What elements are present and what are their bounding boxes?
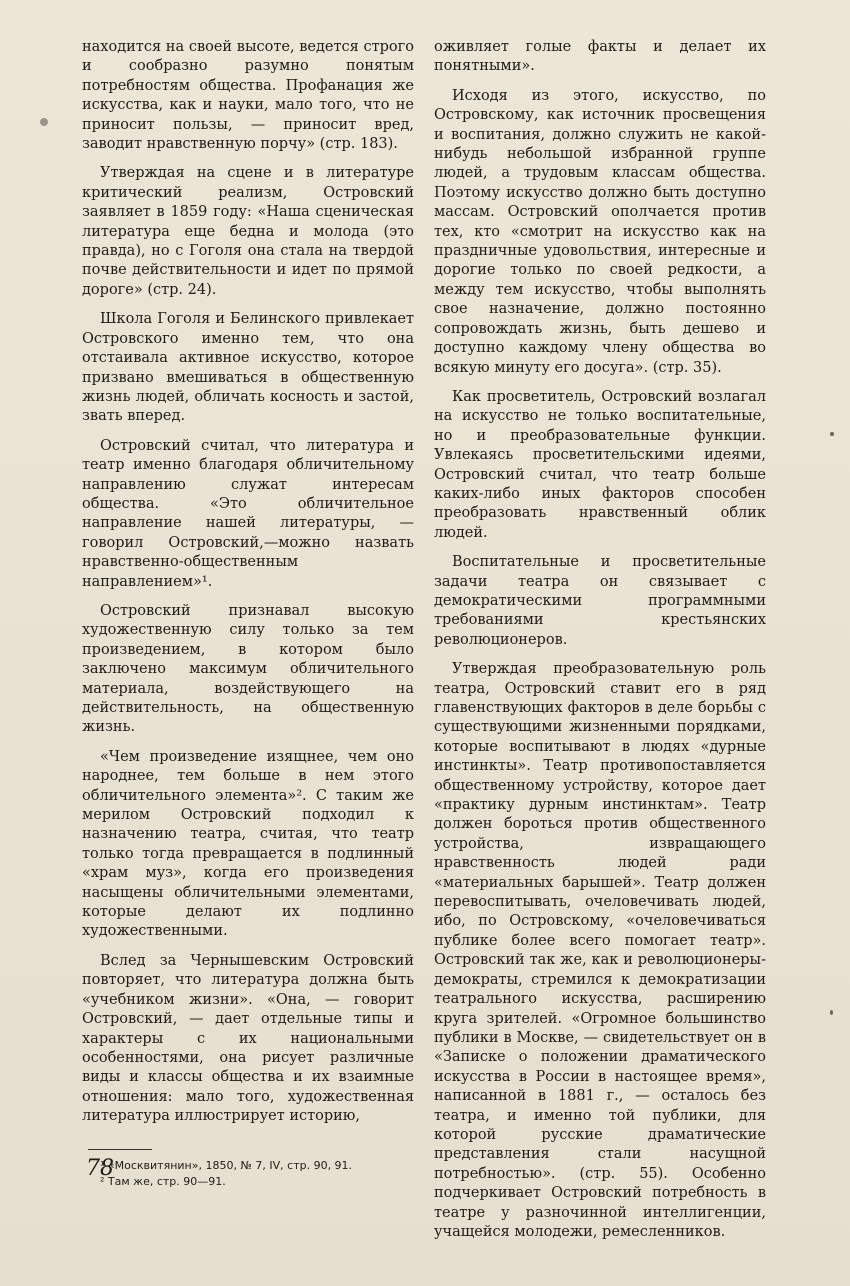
left-column [82, 38, 414, 1190]
paragraph: «Чем произведение изящнее, чем оно народнее, тем больше в нем этого обличительного элемента»². С таким же мерилом Островский подходил к назначению театра, считая, что театр только тогда превращается в подлинный «храм муз», когда его произведения насыщены обличительными элементами, которые делают их подлинно художественными. [82, 748, 414, 940]
paragraph: Исходя из этого, искусство, по Островскому, как источник просвещения и воспитания, должно служить не какой-нибудь небольшой избранной группе людей, а трудовым классам общества. Поэтому искусство должно быть доступно массам. Островский ополчается против тех, кто «смотрит на искусство как на праздничные удовольствия, интересные и дорогие только по своей редкости, а между тем искусство, чтобы выполнять свое назначение, должно постоянно сопровождать жизнь, быть дешево и доступно каждому члену общества во всякую минуту его досуга». (стр. 35). [434, 87, 766, 376]
footnote: ² Там же, стр. 90—91. [100, 1174, 226, 1188]
paragraph: Школа Гоголя и Белинского привлекает Островского именно тем, что она отстаивала активное искусство, которое призвано вмешиваться в общественную жизнь людей, обличать косность и застой, звать вперед. [82, 311, 414, 425]
paragraph: Воспитательные и просветительные задачи театра он связывает с демократическими программными требованиями крестьянских революционеров. [434, 554, 766, 648]
hole-mark [40, 118, 48, 126]
paragraph: Островский признавал высокую художественную силу только за тем произведением, в котором было заключено максимум обличительного материала, воздействующего на действительность, на общественную жизнь. [82, 602, 414, 736]
ink-speck [830, 432, 834, 436]
paragraph: Утверждая на сцене и в литературе критический реализм, Островский заявляет в 1859 году: «Наша сценическая литература еще бедна и молода (это правда), но с Гоголя она стала на твердой почве действительности и идет по прямой дороге» (стр. 24). [82, 165, 414, 298]
paragraph: Утверждая преобразовательную роль театра, Островский ставит его в ряд главенствующих факторов в деле борьбы с существующими жизненными порядками, которые воспитывают в людях «дурные инстинкты». Театр противопоставляется общественному устройству, которое дает «практику дурным инстинктам». Театр должен бороться против общественного устройства, извращающего нравственность людей ради «материальных барышей». Театр должен перевоспитывать, очеловечивать людей, ибо, по Островскому, «очеловечиваться публике более всего помогает театр». Островский так же, как и революционеры-демократы, стремился к демократизации театрального искусства, расширению круга зрителей. «Огромное большинство публики в Москве, — свидетельствует он в «Записке о положении драматического искусства в России в настоящее время», написанной в 1881 г., — осталось без театра, и именно той публики, для которой русские драматические представления стали насущной потребностью». (стр. 55). Особенно подчеркивает Островский потребность в театре у разночинной интеллигенции, учащейся молодежи, ремесленников. [434, 661, 766, 1240]
paragraph: Вслед за Чернышевским Островский повторяет, что литература должна быть «учебником жизни». «Она, — говорит Островский, — дает отдельные типы и характеры с их национальными особенностями, она рисует различные виды и классы общества и их взаимные отношения: мало того, художественная литература иллюстрирует историю, [82, 952, 414, 1125]
right-column [434, 38, 766, 1252]
footnote-divider [88, 1149, 152, 1150]
ink-speck [830, 1010, 833, 1015]
paragraph: Островский считал, что литература и театр именно благодаря обличительному направлению служат интересам общества. «Это обличительное направление нашей литературы, — говорил Островский,—можно назвать нравственно-общественным направлением»¹. [82, 437, 414, 590]
paragraph: оживляет голые факты и делает их понятными». [434, 39, 766, 75]
paragraph: находится на своей высоте, ведется строго и сообразно разумно понятым потребностям общества. Профанация же искусства, как и науки, мало того, что не приносит пользы, — приносит вред, заводит нравственную порчу» (стр. 183). [82, 39, 414, 153]
footnote: ¹ «Москвитянин», 1850, № 7, IV, стр. 90, 91. [100, 1158, 353, 1172]
paragraph: Как просветитель, Островский возлагал на искусство не только воспитательные, но и преобразовательные функции. Увлекаясь просветительскими идеями, Островский считал, что театр больше каких-либо иных факторов способен преобразовать нравственный облик людей. [434, 388, 766, 541]
page-number: 78 [86, 1156, 114, 1181]
